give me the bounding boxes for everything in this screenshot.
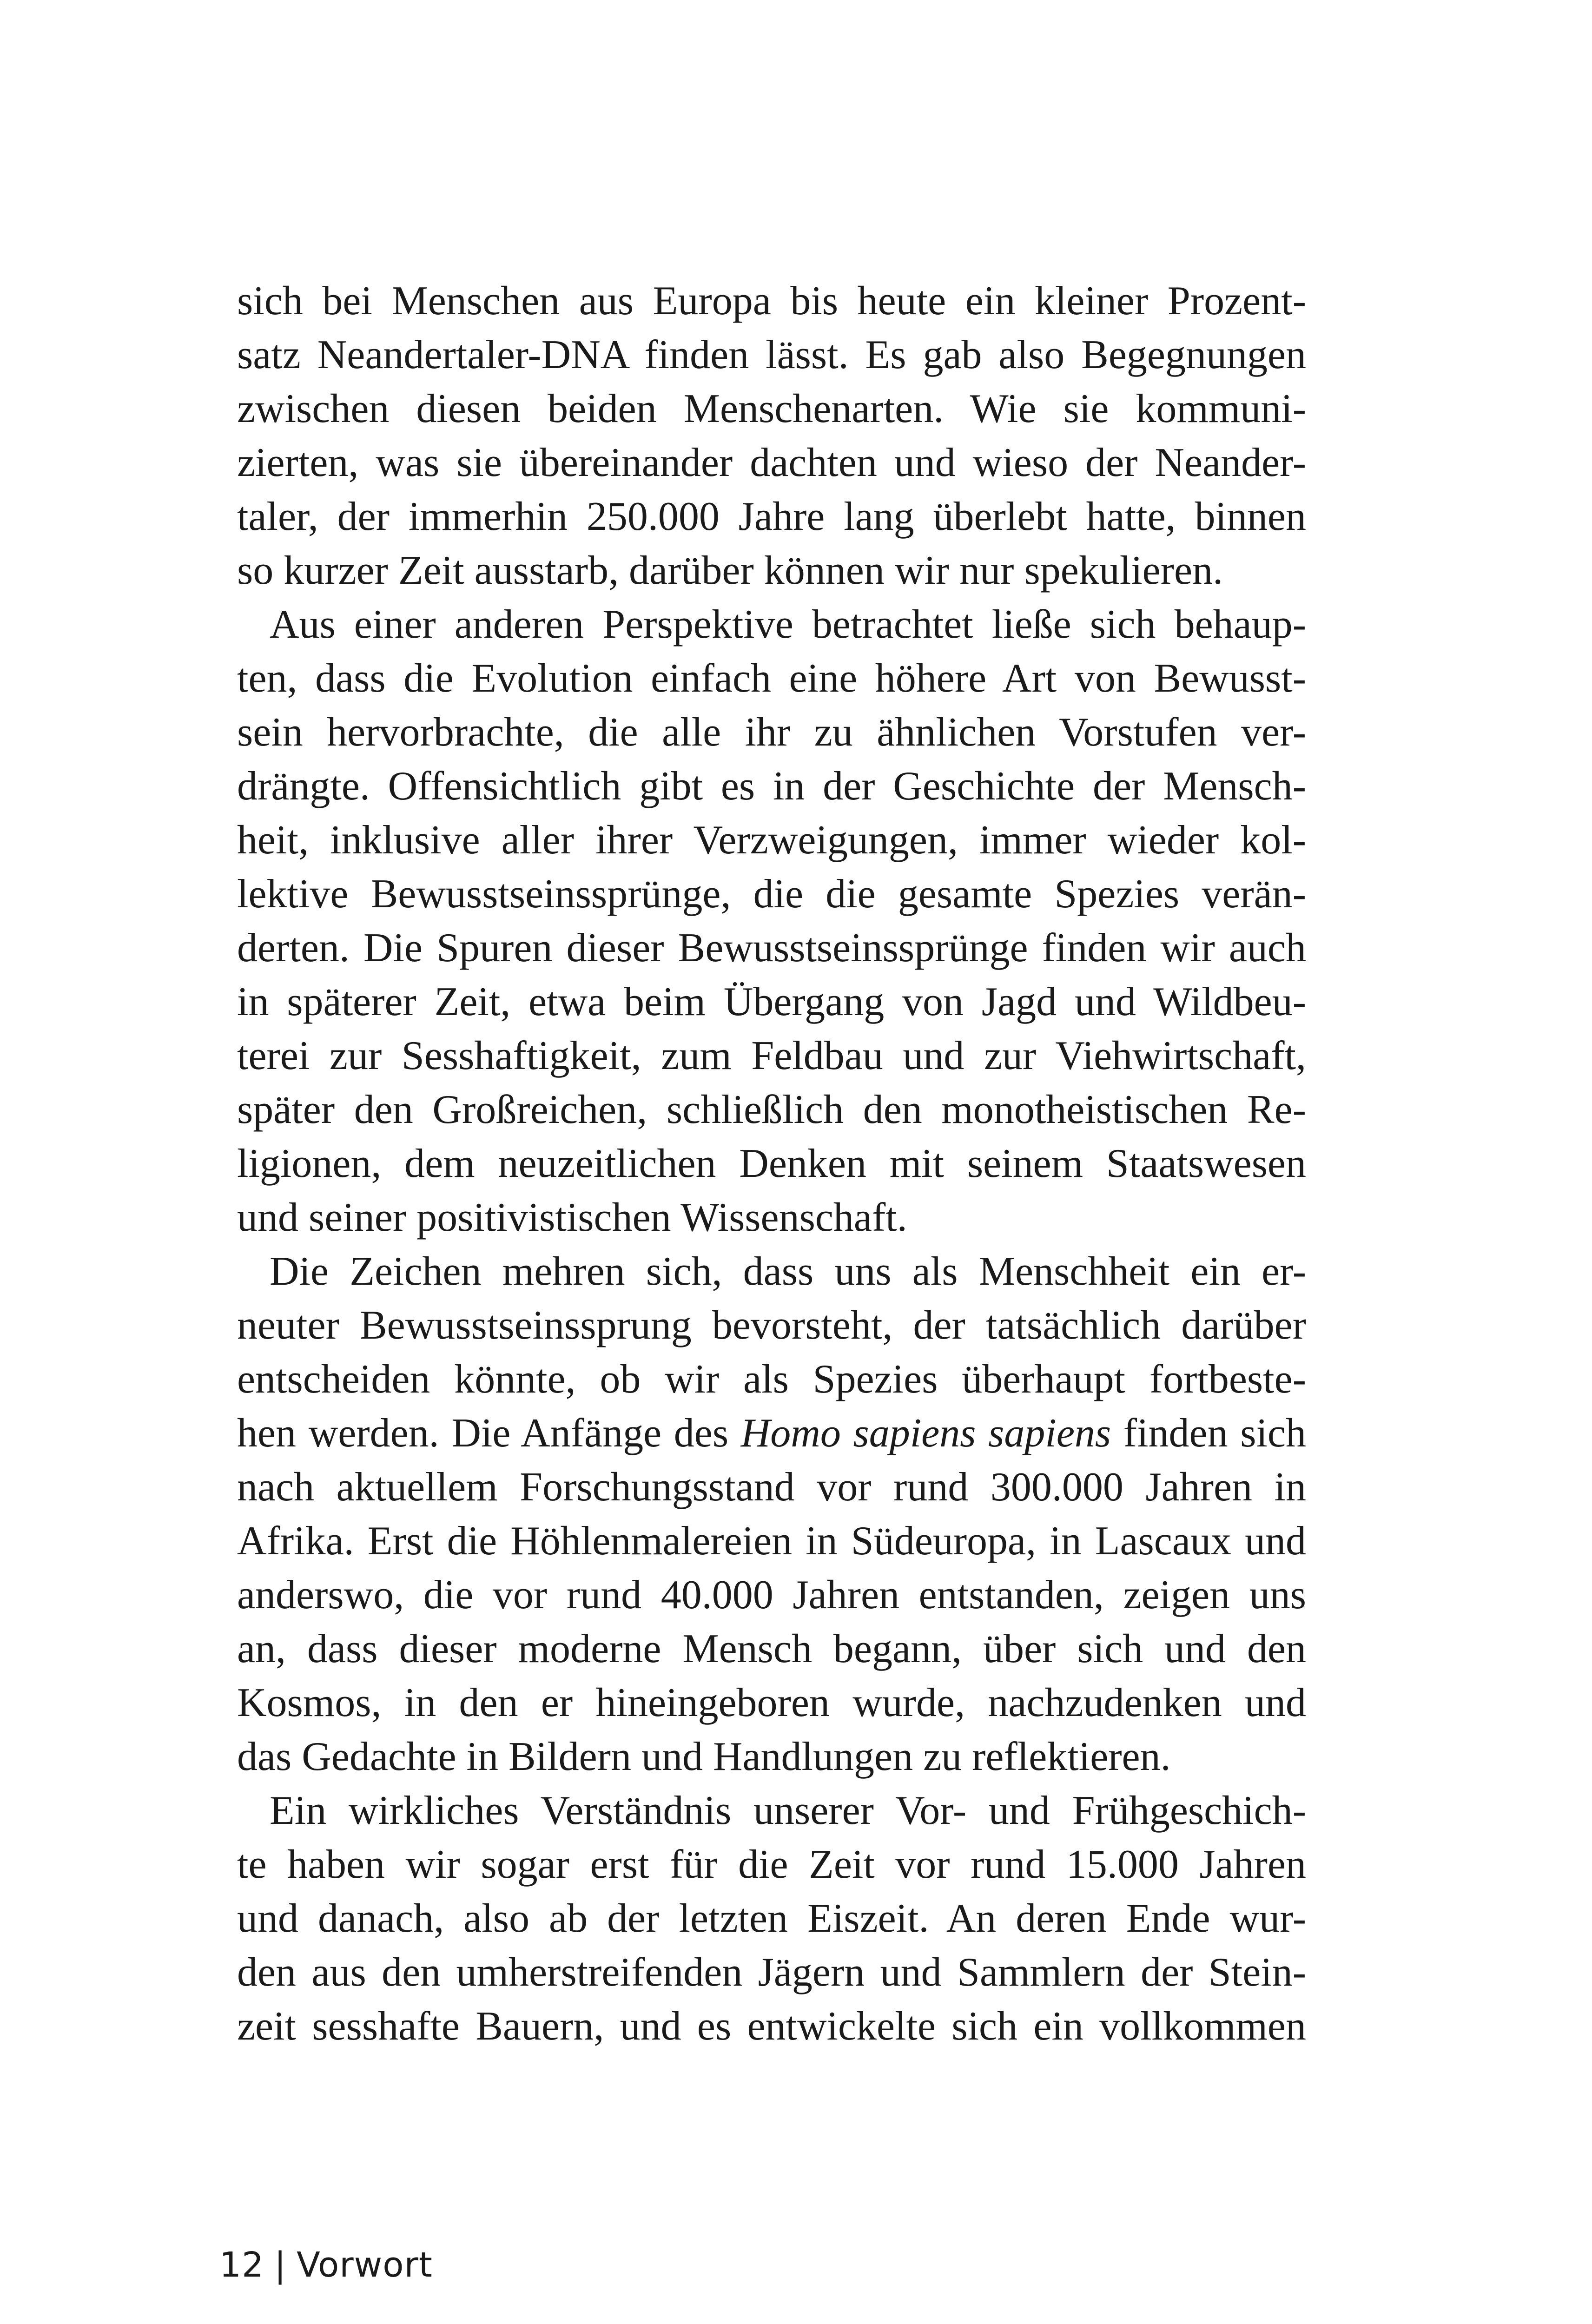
text-line: den aus den umherstreifenden Jägern und Sammlern der Stein- [237,1950,1306,1995]
text-line: taler, der immerhin 250.000 Jahre lang überlebt hatte, binnen [237,494,1306,539]
footer-separator: | [274,2245,287,2285]
text-line: das Gedachte in Bildern und Handlungen zu reflektieren. [237,1734,1171,1779]
text-line: lektive Bewusstseinssprünge, die die gesamte Spezies verän- [237,872,1306,917]
text-line: zierten, was sie übereinander dachten und wieso der Neander- [237,440,1306,485]
text-line: in späterer Zeit, etwa beim Übergang von Jagd und Wildbeu- [237,979,1306,1024]
section-title: Vorwort [297,2245,433,2285]
text-line: terei zur Sesshaftigkeit, zum Feldbau und zur Viehwirtschaft, [237,1033,1306,1078]
text-line: heit, inklusive aller ihrer Verzweigungen, immer wieder kol- [237,818,1306,863]
text-line: an, dass dieser moderne Mensch begann, über sich und den [237,1626,1306,1671]
text-line-with-italic [237,1406,1306,1460]
text-line: sein hervorbrachte, die alle ihr zu ähnlichen Vorstufen ver- [237,710,1306,755]
text-line: satz Neandertaler-DNA finden lässt. Es gab also Begegnungen [237,332,1306,377]
text-line: anderswo, die vor rund 40.000 Jahren entstanden, zeigen uns [237,1572,1306,1618]
text-line: entscheiden könnte, ob wir als Spezies überhaupt fortbeste- [237,1357,1306,1402]
text-line: so kurzer Zeit ausstarb, darüber können wir nur spekulieren. [237,548,1223,593]
text-line: ten, dass die Evolution einfach eine höhere Art von Bewusst- [237,656,1306,701]
text-line: Afrika. Erst die Höhlenmalereien in Südeuropa, in Lascaux und [237,1519,1306,1564]
text-run: finden sich [1111,1411,1306,1456]
paragraph-start-line: Ein wirkliches Verständnis unserer Vor- und Frühgeschich- [270,1788,1306,1833]
text-line: nach aktuellem Forschungsstand vor rund 300.000 Jahren in [237,1465,1306,1510]
text-line: ligionen, dem neuzeitlichen Denken mit seinem Staatswesen [237,1141,1306,1186]
body-text [237,274,1306,2053]
text-line: te haben wir sogar erst für die Zeit vor rund 15.000 Jahren [237,1842,1306,1887]
text-line: sich bei Menschen aus Europa bis heute ein kleiner Prozent- [237,278,1306,324]
text-line: neuter Bewusstseinssprung bevorsteht, der tatsächlich darüber [237,1303,1306,1348]
text-run: hen werden. Die Anfänge des [237,1411,741,1456]
page-number: 12 [219,2245,264,2285]
text-line: Kosmos, in den er hineingeboren wurde, nachzudenken und [237,1680,1306,1725]
paragraph-start-line: Die Zeichen mehren sich, dass uns als Menschheit ein er- [270,1249,1306,1294]
italic-species-name: Homo sapiens sapiens [740,1411,1111,1456]
text-line: drängte. Offensichtlich gibt es in der Geschichte der Mensch- [237,764,1306,809]
text-line: und danach, also ab der letzten Eiszeit. An deren Ende wur- [237,1896,1306,1941]
page-footer [219,2245,433,2285]
text-line: derten. Die Spuren dieser Bewusstseinssprünge finden wir auch [237,925,1306,971]
text-line: zeit sesshafte Bauern, und es entwickelte sich ein vollkommen [237,2004,1306,2049]
paragraph-start-line: Aus einer anderen Perspektive betrachtet ließe sich behaup- [270,602,1306,647]
text-line: und seiner positivistischen Wissenschaft. [237,1195,907,1240]
text-line: zwischen diesen beiden Menschenarten. Wie sie kommuni- [237,386,1306,431]
text-line: später den Großreichen, schließlich den monotheistischen Re- [237,1087,1306,1132]
